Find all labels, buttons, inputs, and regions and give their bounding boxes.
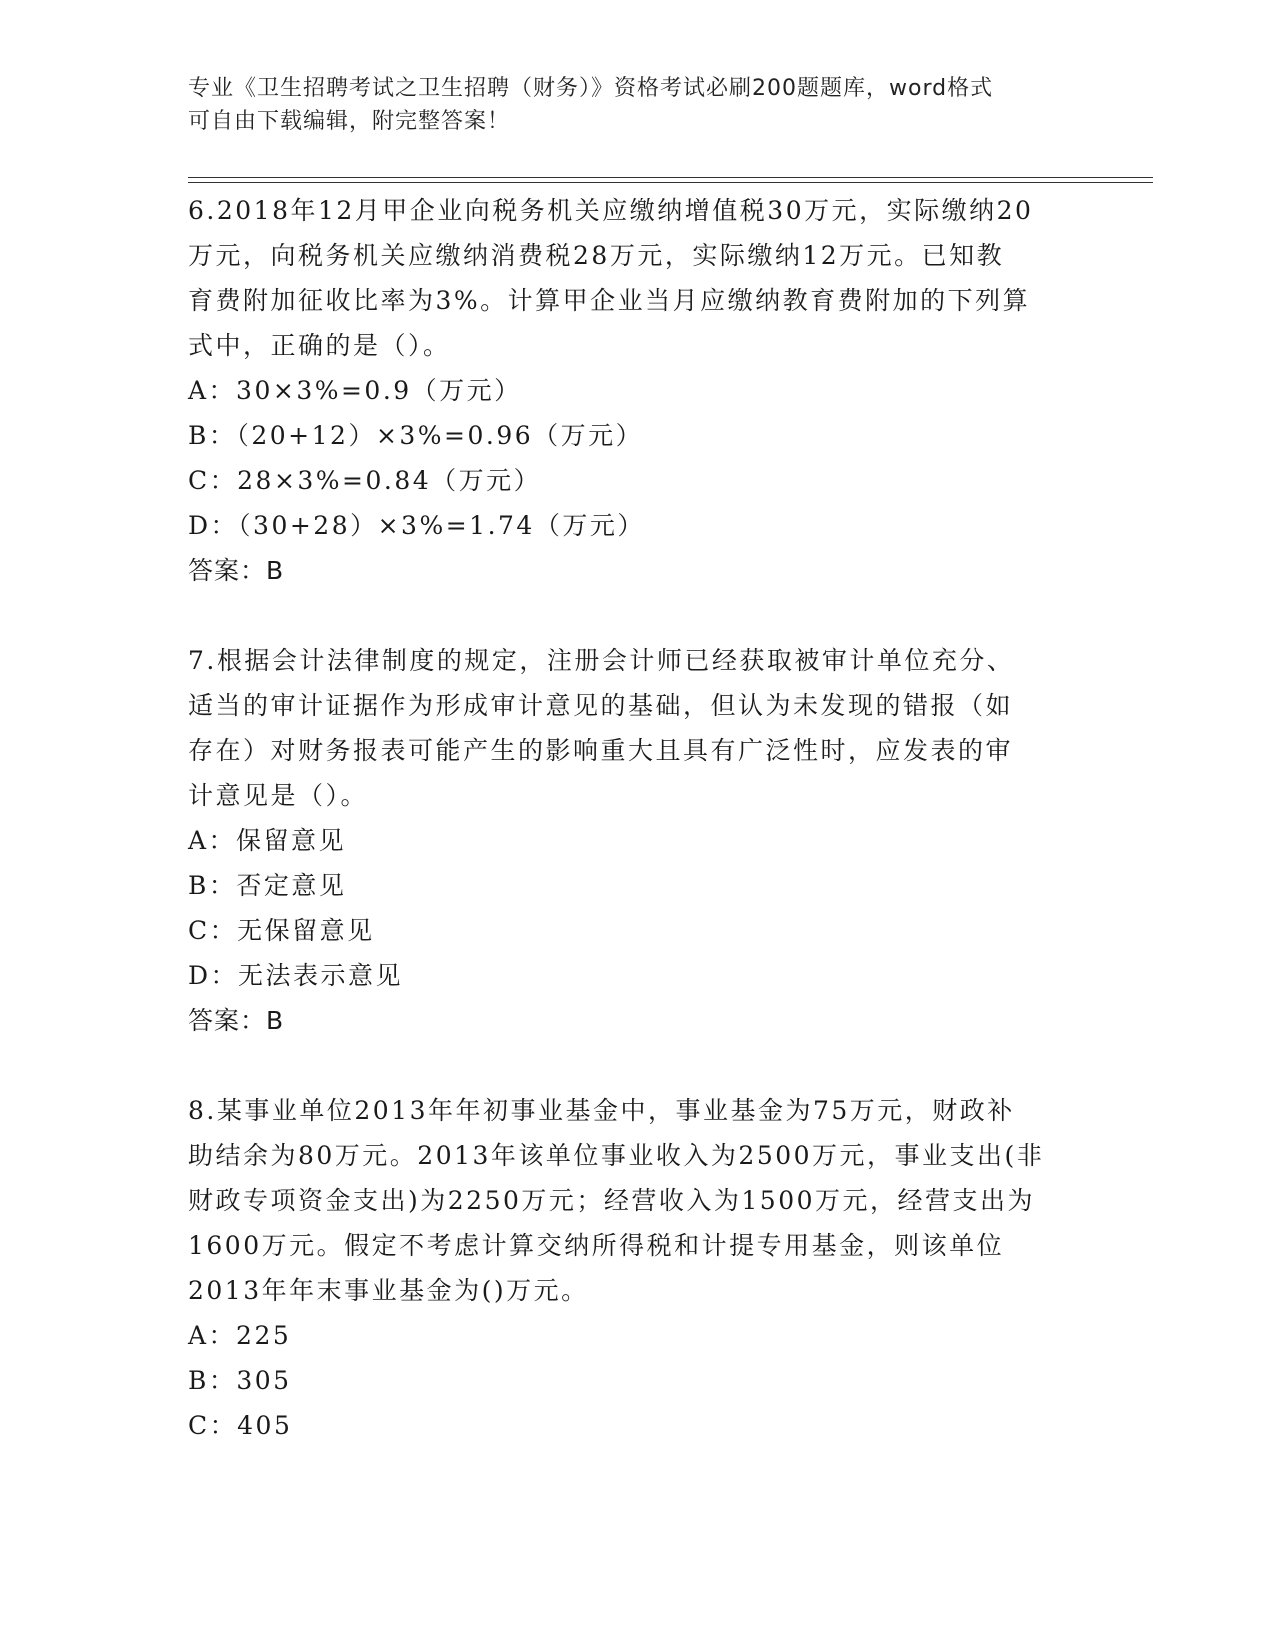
question-6 <box>188 188 1088 593</box>
question-line: 式中，正确的是（）。 <box>188 331 451 360</box>
question-line: 2013年年末事业基金为()万元。 <box>188 1276 589 1305</box>
option-d: D：无法表示意见 <box>188 961 404 990</box>
answer: 答案：B <box>188 556 285 585</box>
option-c: C：28×3%=0.84（万元） <box>188 466 542 495</box>
question-line: 适当的审计证据作为形成审计意见的基础，但认为未发现的错报（如 <box>188 691 1014 720</box>
header-divider-top <box>188 177 1153 178</box>
spacer <box>188 593 1088 638</box>
question-line: 存在）对财务报表可能产生的影响重大且具有广泛性时，应发表的审 <box>188 736 1014 765</box>
question-text <box>188 188 1088 368</box>
header-line-2: 可自由下载编辑，附完整答案！ <box>188 109 511 134</box>
option-a: A：保留意见 <box>188 826 347 855</box>
option-c: C：无保留意见 <box>188 916 375 945</box>
option-a: A：225 <box>188 1321 292 1350</box>
question-8 <box>188 1088 1088 1448</box>
document-header <box>188 72 1068 138</box>
question-list <box>188 188 1088 1448</box>
question-line: 助结余为80万元。2013年该单位事业收入为2500万元，事业支出(非 <box>188 1141 1045 1170</box>
option-b: B：否定意见 <box>188 871 347 900</box>
question-line: 财政专项资金支出)为2250万元；经营收入为1500万元，经营支出为 <box>188 1186 1036 1215</box>
question-text <box>188 1088 1088 1313</box>
question-line: 计意见是（）。 <box>188 781 369 810</box>
question-line: 1600万元。假定不考虑计算交纳所得税和计提专用基金，则该单位 <box>188 1231 1005 1260</box>
question-line: 7.根据会计法律制度的规定，注册会计师已经获取被审计单位充分、 <box>188 646 1015 675</box>
option-b: B：（20+12）×3%=0.96（万元） <box>188 421 644 450</box>
question-line: 万元，向税务机关应缴纳消费税28万元，实际缴纳12万元。已知教 <box>188 241 1005 270</box>
spacer <box>188 1043 1088 1088</box>
question-line: 育费附加征收比率为3%。计算甲企业当月应缴纳教育费附加的下列算 <box>188 286 1031 315</box>
option-c: C：405 <box>188 1411 293 1440</box>
answer: 答案：B <box>188 1006 285 1035</box>
option-a: A：30×3%=0.9（万元） <box>188 376 522 405</box>
question-line: 8.某事业单位2013年年初事业基金中，事业基金为75万元，财政补 <box>188 1096 1015 1125</box>
option-d: D：（30+28）×3%=1.74（万元） <box>188 511 645 540</box>
question-7 <box>188 638 1088 1043</box>
header-divider-bottom <box>188 182 1153 183</box>
header-line-1: 专业《卫生招聘考试之卫生招聘（财务）》资格考试必刷200题题库，word格式 <box>188 76 994 101</box>
question-text <box>188 638 1088 818</box>
option-b: B：305 <box>188 1366 292 1395</box>
question-line: 6.2018年12月甲企业向税务机关应缴纳增值税30万元，实际缴纳20 <box>188 196 1034 225</box>
